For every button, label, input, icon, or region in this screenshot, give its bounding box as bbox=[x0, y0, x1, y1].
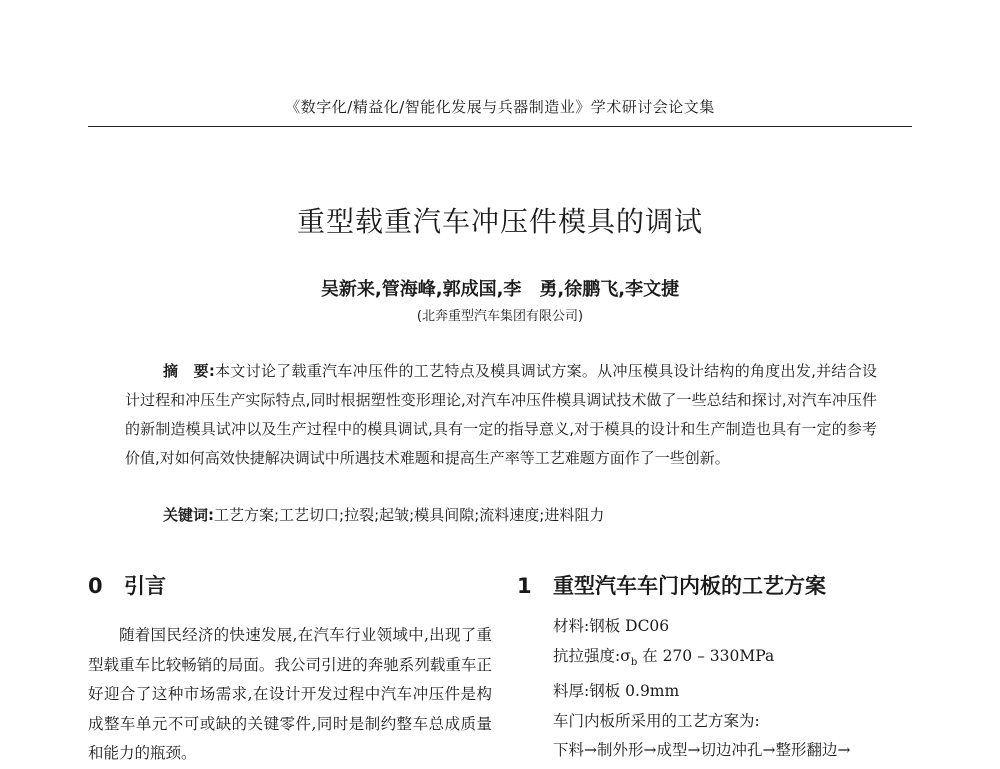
section-0-number: 0 bbox=[88, 574, 103, 598]
abstract bbox=[125, 357, 877, 473]
affiliation: (北奔重型汽车集团有限公司) bbox=[416, 309, 584, 324]
thickness-line: 料厚:钢板 0.9mm bbox=[553, 682, 680, 701]
keywords-label: 关键词: bbox=[163, 506, 214, 524]
section-0-title: 引言 bbox=[124, 574, 166, 598]
running-head: 《数字化/精益化/智能化发展与兵器制造业》学术研讨会论文集 bbox=[285, 98, 715, 116]
section-0-paragraph: 随着国民经济的快速发展,在汽车行业领域中,出现了重型载重车比较畅销的局面。我公司引进的奔驰系列载重车正好迎合了这种市场需求,在设计开发过程中汽车冲压件是构成整车单元不可或缺的关键零件,同时是制约整车总成质量和能力的瓶颈。 bbox=[88, 626, 492, 762]
abstract-label: 摘 要: bbox=[163, 362, 215, 380]
keywords-text: 工艺方案;工艺切口;拉裂;起皱;模具间隙;流料速度;进料阻力 bbox=[214, 506, 605, 524]
process-steps: 下料→制外形→成型→切边冲孔→整形翻边→ bbox=[553, 741, 851, 760]
section-1-number: 1 bbox=[517, 574, 532, 598]
section-1-title: 重型汽车车门内板的工艺方案 bbox=[553, 574, 826, 598]
process-intro: 车门内板所采用的工艺方案为: bbox=[553, 711, 760, 730]
strength-line: 抗拉强度$:\sigma_b$ 在 270 – 330MPa bbox=[553, 646, 775, 668]
paper-title: 重型载重汽车冲压件模具的调试 bbox=[296, 205, 703, 238]
keywords bbox=[163, 501, 877, 530]
section-0-body bbox=[88, 621, 492, 769]
author-list: 吴新来,管海峰,郭成国,李 勇,徐鹏飞,李文捷 bbox=[320, 279, 680, 300]
section-1-body bbox=[553, 612, 913, 766]
header-rule bbox=[88, 126, 912, 127]
section-1-heading bbox=[517, 570, 826, 600]
material-line: 材料:钢板 DC06 bbox=[553, 617, 670, 635]
abstract-text: 本文讨论了载重汽车冲压件的工艺特点及模具调试方案。从冲压模具设计结构的角度出发,并结合设计过程和冲压生产实际特点,同时根据塑性变形理论,对汽车冲压件模具调试技术做了一些总结和探讨,对汽车冲压件的新制造模具试冲以及生产过程中的模具调试,具有一定的指导意义,对于模具的设计和生产制造也具有一定的参考价值,对如何高效快捷解决调试中所遇技术难题和提高生产率等工艺难题方面作了一些创新。 bbox=[125, 362, 877, 467]
section-0-heading bbox=[88, 570, 166, 600]
